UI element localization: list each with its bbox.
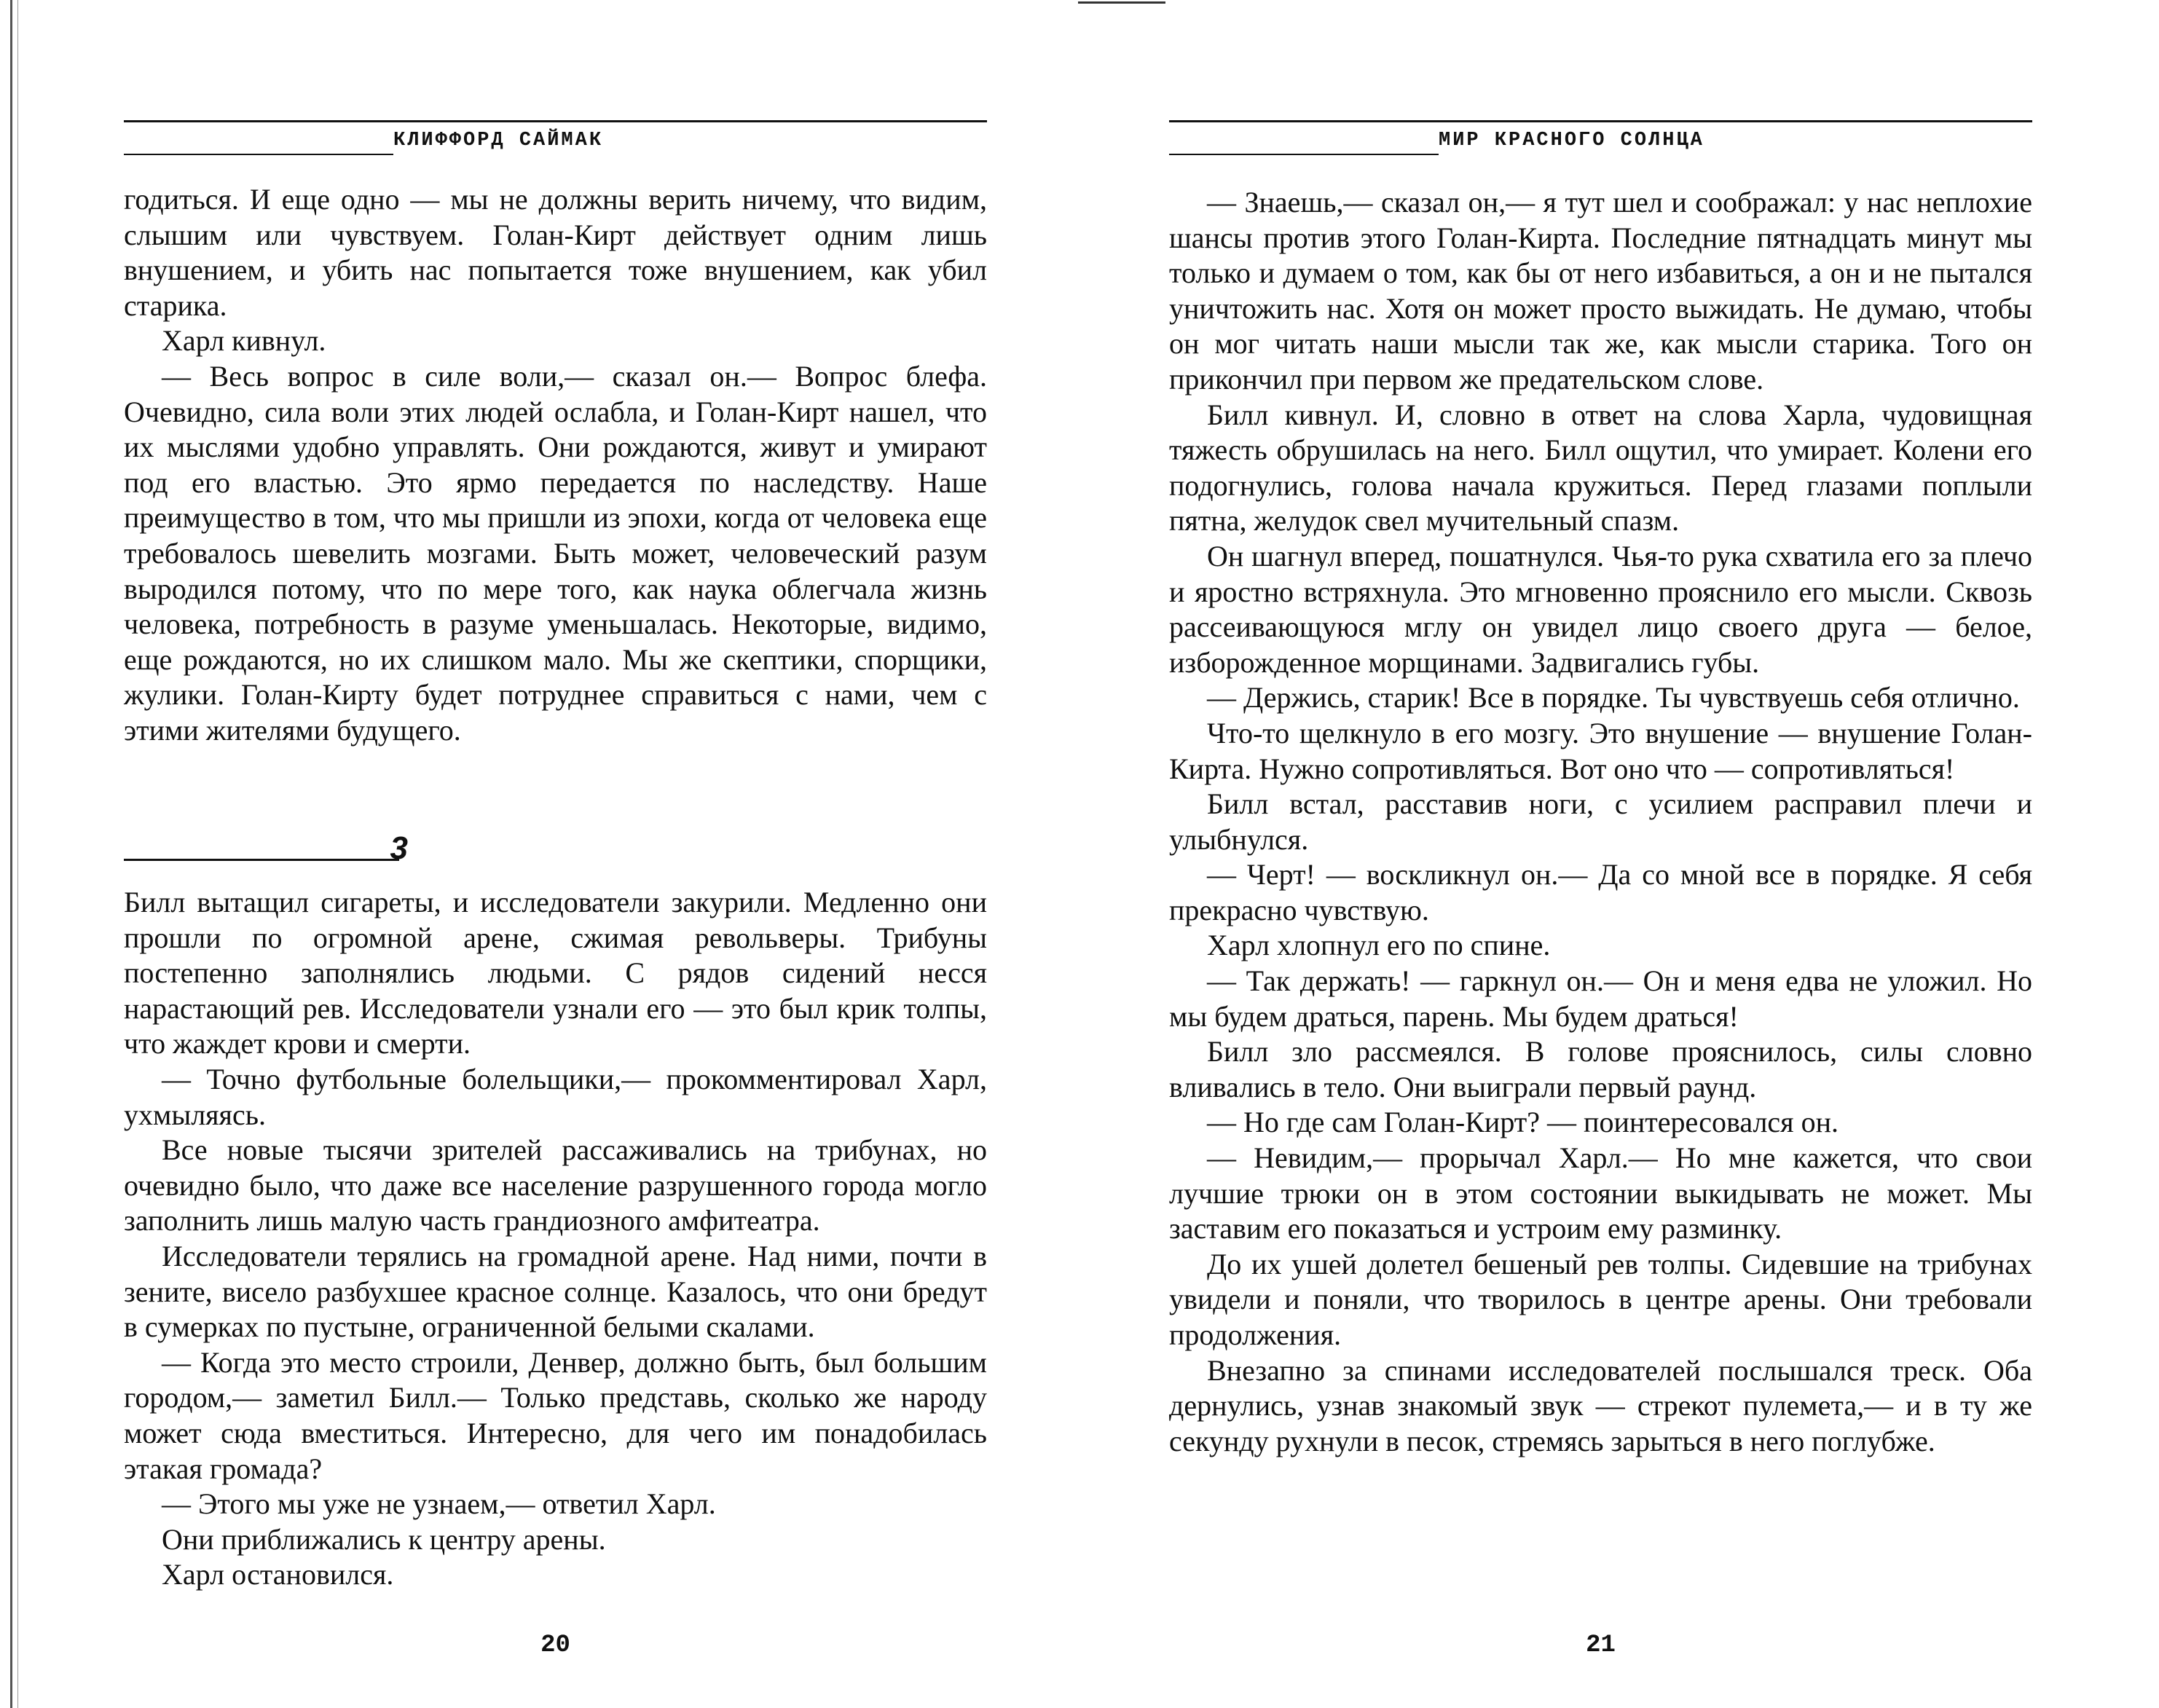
binding-edge bbox=[10, 0, 12, 1708]
paragraph: Харл кивнул. bbox=[162, 324, 326, 358]
page-number: 21 bbox=[1586, 1632, 1616, 1659]
paragraph: — Так держать! — гаркнул он.— Он и меня едва не уложил. Но мы будем драться, парень. Мы будем драться! bbox=[1169, 964, 2032, 1033]
paragraph: — Когда это место строили, Денвер, должно быть, был большим городом,— заметил Билл.— Только представь, сколько же народу может сюда вместиться. Интересно, для чего им понадобилась этакая громада? bbox=[124, 1345, 987, 1485]
paragraph: годиться. И еще одно — мы не должны верить ничему, что видим, слышим или чувствуем. Голан-Кирт действует одним лишь внушением, и убить нас попытается тоже внушением, как убил старика. bbox=[124, 183, 987, 322]
chapter-rule bbox=[124, 859, 399, 861]
scan-mark bbox=[1078, 1, 1165, 4]
running-head bbox=[1169, 130, 2032, 160]
right-page bbox=[1169, 0, 2032, 1708]
right-body bbox=[1169, 185, 2032, 1459]
paragraph: Исследователи терялись на громадной арене. Над ними, почти в зените, висело разбухшее красное солнце. Казалось, что они бредут в сумерках по пустыне, ограниченной белыми скалами. bbox=[124, 1239, 987, 1344]
paragraph: Харл хлопнул его по спине. bbox=[1207, 929, 1551, 962]
paragraph: — Знаешь,— сказал он,— я тут шел и соображал: у нас неплохие шансы против этого Голан-Кирта. Последние пятнадцать минут мы только и думаем о том, как бы от него избавиться, а он и не пытался уничтожить нас. Хотя он может просто выжидать. Не думаю, чтобы он мог читать наши мысли так же, как мысли старика. Того он прикончил при первом же предательском слове. bbox=[1169, 186, 2032, 395]
running-head bbox=[124, 130, 987, 160]
paragraph: Что-то щелкнуло в его мозгу. Это внушение — внушение Голан-Кирта. Нужно сопротивляться. Вот оно что — сопротивляться! bbox=[1169, 716, 2032, 785]
paragraph: — Точно футбольные болельщики,— прокомментировал Харл, ухмыляясь. bbox=[124, 1062, 987, 1131]
paragraph: Он шагнул вперед, пошатнулся. Чья-то рука схватила его за плечо и яростно встряхнула. Это мгновенно прояснило его мысли. Сквозь рассеивающуюся мглу он увидел лицо своего друга — белое, изборожденное морщинами. Задвигались губы. bbox=[1169, 539, 2032, 679]
page-number: 20 bbox=[540, 1632, 570, 1659]
paragraph: Харл остановился. bbox=[162, 1558, 394, 1591]
paragraph: — Этого мы уже не узнаем,— ответил Харл. bbox=[162, 1487, 716, 1521]
left-body-bottom bbox=[124, 885, 987, 1593]
paragraph: — Но где сам Голан-Кирт? — поинтересовался он. bbox=[1207, 1106, 1839, 1139]
left-body-top bbox=[124, 182, 987, 749]
paragraph: Билл зло рассмеялся. В голове прояснилось, силы словно вливались в тело. Они выиграли первый раунд. bbox=[1169, 1035, 2032, 1103]
chapter-number: 3 bbox=[390, 830, 408, 866]
paragraph: Внезапно за спинами исследователей послышался треск. Оба дернулись, узнав знакомый звук — стрекот пулемета,— и в ту же секунду рухнули в песок, стремясь зарыться в него поглубже. bbox=[1169, 1353, 2032, 1457]
left-page bbox=[124, 0, 987, 1708]
binding-edge-inner bbox=[17, 0, 18, 1708]
running-head-line bbox=[124, 154, 393, 155]
paragraph: — Невидим,— прорычал Харл.— Но мне кажется, что свои лучшие трюки он в этом состоянии выкидывать не может. Мы заставим его показаться и устроим ему разминку. bbox=[1169, 1141, 2032, 1245]
paragraph: — Черт! — воскликнул он.— Да со мной все в порядке. Я себя прекрасно чувствую. bbox=[1169, 858, 2032, 926]
paragraph: Они приближались к центру арены. bbox=[162, 1522, 606, 1556]
running-head-text: МИР КРАСНОГО СОЛНЦА bbox=[1439, 130, 1704, 151]
paragraph: — Держись, старик! Все в порядке. Ты чувствуешь себя отлично. bbox=[1207, 681, 2020, 715]
header-rule bbox=[124, 120, 987, 122]
paragraph: Билл вытащил сигареты, и исследователи закурили. Медленно они прошли по огромной арене, сжимая револьверы. Трибуны постепенно заполнялись людьми. С рядов сидений несся нарастающий рев. Исследователи узнали его — это был крик толпы, что жаждет крови и смерти. bbox=[124, 886, 987, 1060]
paragraph: — Весь вопрос в силе воли,— сказал он.— Вопрос блефа. Очевидно, сила воли этих людей ослабла, и Голан-Кирт нашел, что их мыслями удобно управлять. Они рождаются, живут и умирают под его властью. Это ярмо передается по наследству. Наше преимущество в том, что мы пришли из эпохи, когда от человека еще требовалось шевелить мозгами. Быть может, человеческий разум выродился потому, что по мере того, как наука облегчала жизнь человека, потребность в разуме уменьшалась. Некоторые, видимо, еще рождаются, но их слишком мало. Мы же скептики, спорщики, жулики. Голан-Кирту будет потруднее справиться с нами, чем с этими жителями будущего. bbox=[124, 359, 987, 747]
chapter-heading bbox=[124, 830, 408, 867]
header-rule bbox=[1169, 120, 2032, 122]
paragraph: Все новые тысячи зрителей рассаживались на трибунах, но очевидно было, что даже все население разрушенного города могло заполнить лишь малую часть грандиозного амфитеатра. bbox=[124, 1133, 987, 1237]
paragraph: Билл встал, расставив ноги, с усилием расправил плечи и улыбнулся. bbox=[1169, 787, 2032, 856]
paragraph: До их ушей долетел бешеный рев толпы. Сидевшие на трибунах увидели и поняли, что творилось в центре арены. Они требовали продолжения. bbox=[1169, 1247, 2032, 1351]
running-head-text: КЛИФФОРД САЙМАК bbox=[393, 130, 604, 151]
running-head-line bbox=[1169, 154, 1439, 155]
paragraph: Билл кивнул. И, словно в ответ на слова Харла, чудовищная тяжесть обрушилась на него. Билл ощутил, что умирает. Колени его подогнулись, голова начала кружиться. Перед глазами поплыли пятна, желудок свел мучительный спазм. bbox=[1169, 398, 2032, 538]
